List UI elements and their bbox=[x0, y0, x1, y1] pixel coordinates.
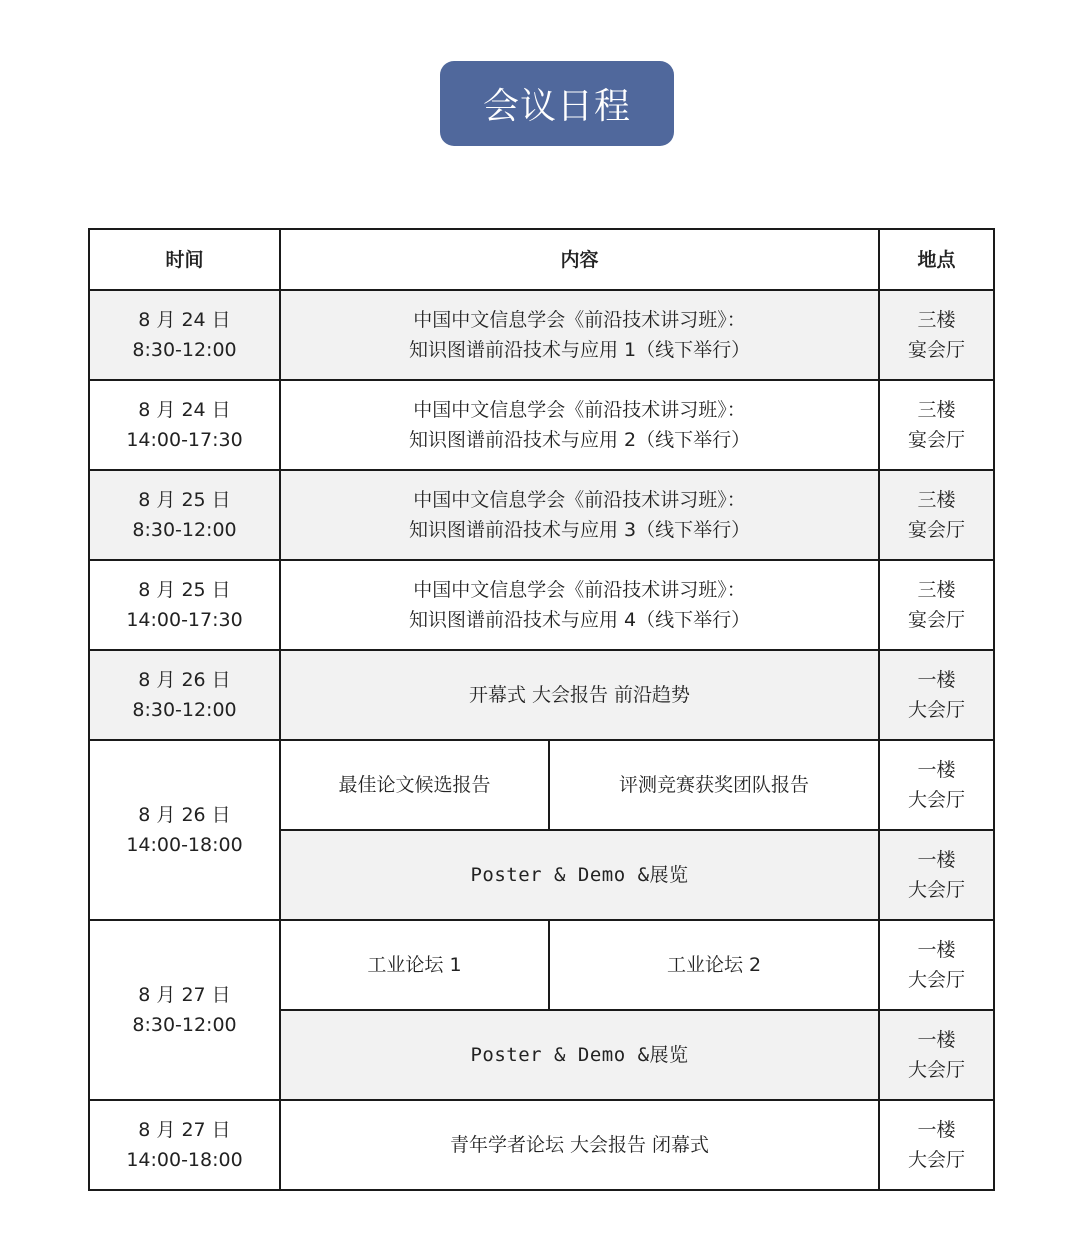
content-line: 知识图谱前沿技术与应用 1（线下举行） bbox=[408, 339, 751, 361]
time-cell bbox=[89, 740, 280, 920]
table-row bbox=[89, 560, 994, 650]
table-row bbox=[89, 920, 994, 1010]
table-row bbox=[89, 380, 994, 470]
location-cell bbox=[879, 290, 994, 380]
page-title: 会议日程 bbox=[440, 61, 674, 146]
content-line: 知识图谱前沿技术与应用 3（线下举行） bbox=[408, 519, 751, 541]
location-cell bbox=[879, 920, 994, 1010]
content-cell bbox=[280, 1100, 879, 1190]
time-text: 8:30-12:00 bbox=[132, 339, 237, 361]
content-cell bbox=[280, 290, 879, 380]
time-text: 14:00-18:00 bbox=[126, 834, 243, 856]
location-cell bbox=[879, 1100, 994, 1190]
time-text: 8:30-12:00 bbox=[132, 1014, 237, 1036]
session-cell-right: 评测竞赛获奖团队报告 bbox=[549, 740, 879, 830]
session-cell-left: 最佳论文候选报告 bbox=[280, 740, 549, 830]
table-row bbox=[89, 740, 994, 830]
content-line: 中国中文信息学会《前沿技术讲习班》： bbox=[413, 489, 746, 511]
time-cell bbox=[89, 470, 280, 560]
content-line: 开幕式 大会报告 前沿趋势 bbox=[468, 684, 691, 706]
content-cell bbox=[280, 650, 879, 740]
date-text: 8 月 24 日 bbox=[138, 399, 231, 421]
date-text: 8 月 26 日 bbox=[138, 669, 231, 691]
time-text: 14:00-17:30 bbox=[126, 429, 243, 451]
hall-text: 宴会厅 bbox=[908, 519, 966, 541]
content-line: 知识图谱前沿技术与应用 2（线下举行） bbox=[408, 429, 751, 451]
hall-text: 宴会厅 bbox=[908, 339, 966, 361]
content-cell bbox=[280, 470, 879, 560]
floor-text: 一楼 bbox=[917, 1029, 956, 1051]
table-row bbox=[89, 1100, 994, 1190]
hall-text: 大会厅 bbox=[908, 1059, 966, 1081]
floor-text: 三楼 bbox=[917, 399, 956, 421]
location-cell bbox=[879, 1010, 994, 1100]
content-line: 青年学者论坛 大会报告 闭幕式 bbox=[449, 1134, 710, 1156]
floor-text: 一楼 bbox=[917, 939, 956, 961]
content-cell bbox=[280, 1010, 879, 1100]
hall-text: 宴会厅 bbox=[908, 429, 966, 451]
time-text: 8:30-12:00 bbox=[132, 699, 237, 721]
table-header-row bbox=[89, 229, 994, 290]
schedule-table bbox=[88, 228, 995, 1191]
header-location: 地点 bbox=[879, 229, 994, 290]
session-cell-right: 工业论坛 2 bbox=[549, 920, 879, 1010]
date-text: 8 月 27 日 bbox=[138, 1119, 231, 1141]
time-cell bbox=[89, 560, 280, 650]
time-text: 14:00-18:00 bbox=[126, 1149, 243, 1171]
date-text: 8 月 26 日 bbox=[138, 804, 231, 826]
time-text: 14:00-17:30 bbox=[126, 609, 243, 631]
content-cell bbox=[280, 830, 879, 920]
content-cell bbox=[280, 560, 879, 650]
session-cell-left: 工业论坛 1 bbox=[280, 920, 549, 1010]
content-line: 知识图谱前沿技术与应用 4（线下举行） bbox=[408, 609, 751, 631]
date-text: 8 月 27 日 bbox=[138, 984, 231, 1006]
content-line: 中国中文信息学会《前沿技术讲习班》： bbox=[413, 309, 746, 331]
location-cell bbox=[879, 830, 994, 920]
time-cell bbox=[89, 290, 280, 380]
hall-text: 大会厅 bbox=[908, 1149, 966, 1171]
content-cell bbox=[280, 380, 879, 470]
content-line: 中国中文信息学会《前沿技术讲习班》： bbox=[413, 579, 746, 601]
time-text: 8:30-12:00 bbox=[132, 519, 237, 541]
table-row bbox=[89, 650, 994, 740]
hall-text: 大会厅 bbox=[908, 789, 966, 811]
location-cell bbox=[879, 560, 994, 650]
table-row bbox=[89, 470, 994, 560]
time-cell bbox=[89, 1100, 280, 1190]
floor-text: 一楼 bbox=[917, 1119, 956, 1141]
floor-text: 三楼 bbox=[917, 309, 956, 331]
date-text: 8 月 25 日 bbox=[138, 579, 231, 601]
location-cell bbox=[879, 470, 994, 560]
content-line: 中国中文信息学会《前沿技术讲习班》： bbox=[413, 399, 746, 421]
floor-text: 一楼 bbox=[917, 849, 956, 871]
header-content: 内容 bbox=[280, 229, 879, 290]
floor-text: 三楼 bbox=[917, 579, 956, 601]
floor-text: 一楼 bbox=[917, 759, 956, 781]
date-text: 8 月 25 日 bbox=[138, 489, 231, 511]
hall-text: 大会厅 bbox=[908, 699, 966, 721]
time-cell bbox=[89, 920, 280, 1100]
location-cell bbox=[879, 380, 994, 470]
hall-text: 大会厅 bbox=[908, 879, 966, 901]
location-cell bbox=[879, 740, 994, 830]
date-text: 8 月 24 日 bbox=[138, 309, 231, 331]
hall-text: 大会厅 bbox=[908, 969, 966, 991]
floor-text: 一楼 bbox=[917, 669, 956, 691]
hall-text: 宴会厅 bbox=[908, 609, 966, 631]
header-time: 时间 bbox=[89, 229, 280, 290]
time-cell bbox=[89, 650, 280, 740]
content-line: Poster & Demo &展览 bbox=[470, 1044, 689, 1066]
table-row bbox=[89, 290, 994, 380]
time-cell bbox=[89, 380, 280, 470]
content-line: Poster & Demo &展览 bbox=[470, 864, 689, 886]
location-cell bbox=[879, 650, 994, 740]
floor-text: 三楼 bbox=[917, 489, 956, 511]
